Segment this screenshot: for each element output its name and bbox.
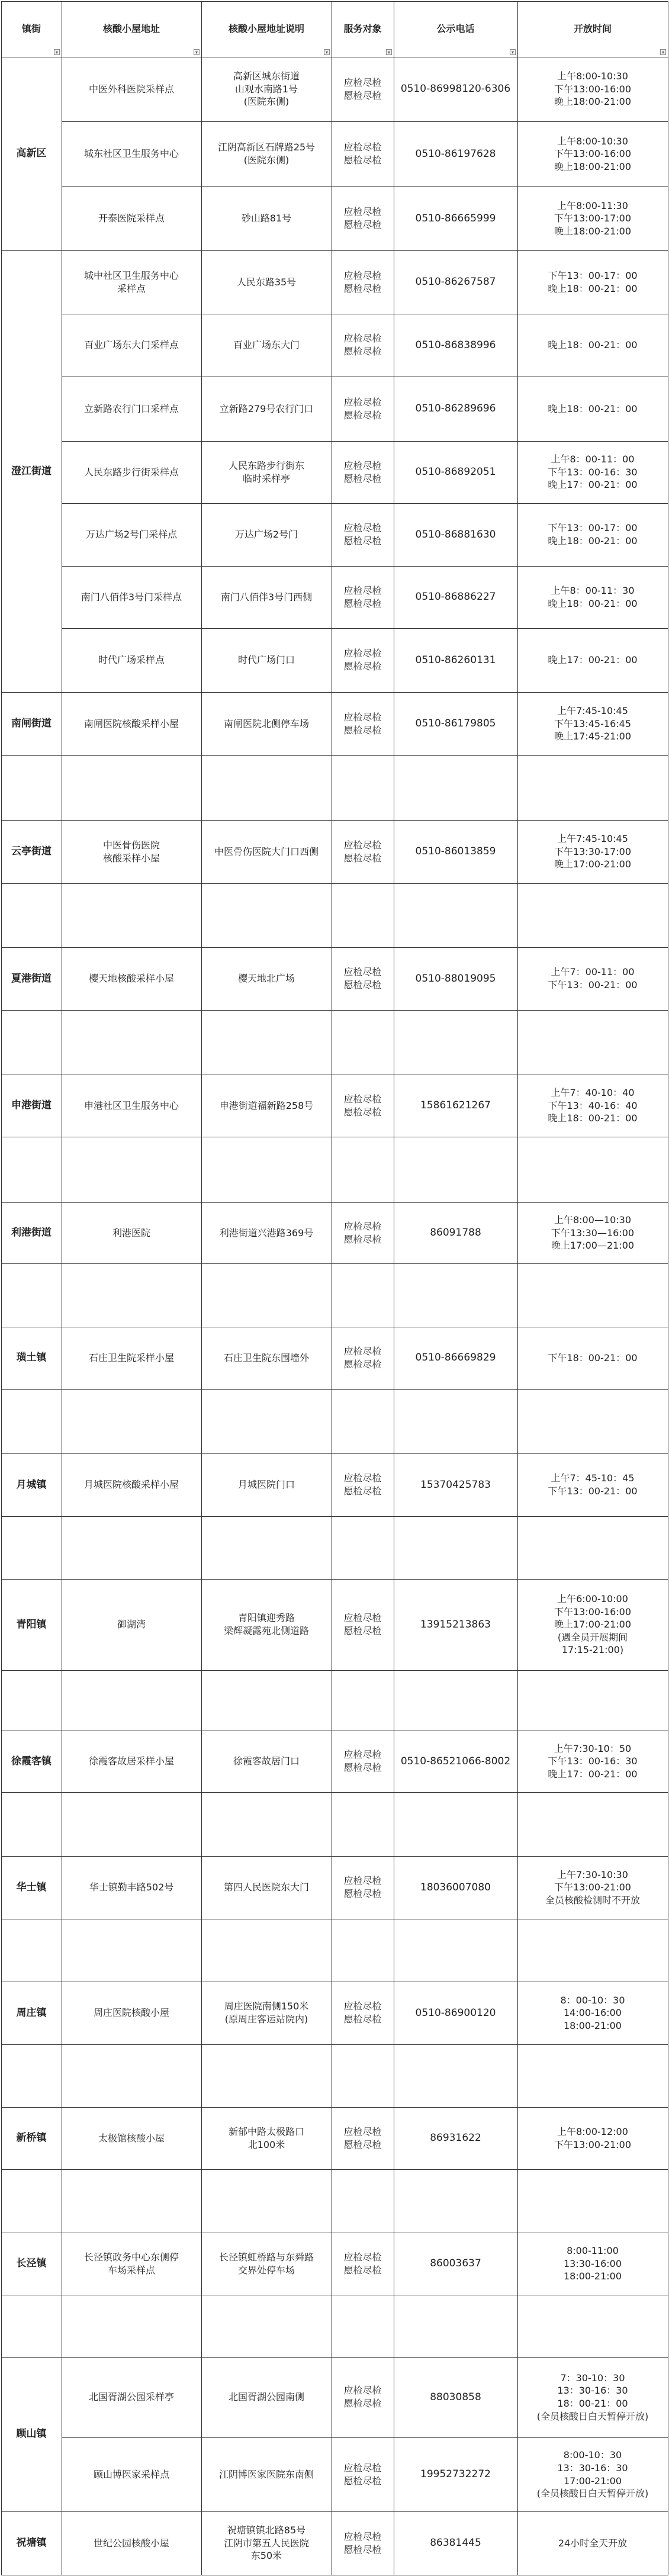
cell-address-note: [201, 1670, 332, 1731]
grid-line-horizontal: [1, 2511, 668, 2512]
cell-address: [62, 2044, 201, 2107]
cell-service: 应检尽检 愿检尽检: [343, 1093, 382, 1118]
cell-address: 利港医院: [112, 1227, 150, 1239]
cell-service: 应检尽检 愿检尽检: [343, 459, 382, 484]
cell-service: [332, 2169, 394, 2233]
grid-line-horizontal: [62, 186, 668, 187]
cell-town: 夏港街道: [11, 972, 52, 985]
cell-address: 开泰医院采样点: [98, 213, 165, 224]
cell-hours: 上午7:30-10：50 下午13：00-16：30 晚上17：00-21：00: [548, 1742, 638, 1780]
cell-phone: 0510-86197628: [415, 147, 496, 160]
cell-hours: 上午7:45-10:45 下午13:30-17:00 晚上17:00-21:00: [554, 833, 631, 870]
cell-address-note: 时代广场门口: [237, 654, 295, 666]
cell-town: 新桥镇: [16, 2132, 47, 2144]
cell-service: 应检尽检 愿检尽检: [343, 76, 382, 101]
grid-line-horizontal: [1, 2357, 668, 2358]
cell-service: [332, 1919, 394, 1982]
grid-line-horizontal: [1, 1202, 668, 1203]
cell-phone: 0510-86289696: [415, 403, 496, 415]
cell-address: 徐霞客故居采样小屋: [88, 1755, 174, 1767]
cell-service: [332, 755, 394, 820]
cell-hours: [517, 1389, 668, 1453]
cell-hours: 7：30-10：30 13：30-16：30 18：00-21：00 (全员核酸日白天暂停开放): [536, 2372, 649, 2422]
cell-address: 中医外科医院采样点: [88, 83, 174, 95]
cell-service: [332, 2295, 394, 2357]
cell-service: [332, 1010, 394, 1075]
cell-address-note: 利港街道兴港路369号: [219, 1227, 314, 1239]
cell-phone: 0510-86267587: [415, 276, 496, 288]
cell-town: 祝塘镇: [16, 2537, 47, 2549]
cell-address: 顾山博医家采样点: [93, 2468, 169, 2480]
cell-address: 申港社区卫生服务中心: [83, 1099, 179, 1111]
cell-hours: [517, 1792, 668, 1856]
grid-line-horizontal: [1, 1, 668, 2]
cell-phone: [394, 1263, 517, 1327]
cell-service: [332, 1137, 394, 1202]
cell-town: 周庄镇: [16, 2006, 47, 2019]
cell-phone: 88030858: [430, 2391, 481, 2403]
cell-phone: 0510-86838996: [415, 339, 496, 351]
cell-address: 周庄医院核酸小屋: [93, 2007, 169, 2019]
cell-address-note: 第四人民医院东大门: [223, 1882, 309, 1893]
cell-hours: [517, 1010, 668, 1075]
cell-hours: 上午7:30-10:30 下午13:00-21:00 全员核酸检测时不开放: [545, 1869, 640, 1906]
cell-address: 月城医院核酸采样小屋: [83, 1479, 179, 1491]
cell-town: 璜土镇: [16, 1352, 47, 1364]
grid-line-horizontal: [62, 121, 668, 122]
header-hours: 开放时间: [573, 23, 612, 35]
cell-hours: 上午7:45-10:45 下午13:45-16:45 晚上17:45-21:00: [554, 705, 631, 742]
filter-dropdown-icon[interactable]: ▾: [660, 49, 666, 55]
cell-service: 应检尽检 愿检尽检: [343, 1875, 382, 1899]
cell-address: [62, 1792, 201, 1856]
cell-address-note: 江阴高新区石牌路25号 (医院东侧): [217, 141, 316, 166]
grid-line-horizontal: [1, 1389, 668, 1390]
cell-address: [62, 2295, 201, 2357]
cell-hours: [517, 1919, 668, 1982]
cell-phone: 0510-88019095: [415, 972, 496, 985]
cell-address-note: [201, 2044, 332, 2107]
grid-line-horizontal: [1, 755, 668, 756]
cell-hours: 上午7：00-11：00 下午13：00-21：00: [548, 966, 638, 990]
cell-hours: 上午8:00-10:30 下午13:00-16:00 晚上18:00-21:00: [554, 70, 631, 108]
cell-service: 应检尽检 愿检尽检: [343, 2462, 382, 2487]
cell-hours: 晚上18：00-21：00: [548, 403, 638, 414]
grid-line-horizontal: [1, 2044, 668, 2045]
cell-address: 长泾镇政务中心东侧停 车场采样点: [83, 2251, 179, 2276]
cell-phone: 0510-86665999: [415, 212, 496, 224]
header-phone: 公示电话: [436, 23, 475, 35]
cell-address-note: 江阴博医家医院东南侧: [218, 2468, 314, 2480]
cell-hours: [517, 2295, 668, 2357]
cell-address-note: 北国胥湖公园南侧: [228, 2391, 304, 2403]
cell-service: 应检尽检 愿检尽检: [343, 396, 382, 421]
cell-address: [62, 883, 201, 947]
cell-phone: 0510-86892051: [415, 466, 496, 478]
filter-dropdown-icon[interactable]: ▾: [324, 49, 330, 55]
cell-address: 百业广场东大门采样点: [83, 339, 179, 351]
filter-dropdown-icon[interactable]: ▾: [194, 49, 200, 55]
cell-hours: 24小时全天开放: [558, 2537, 628, 2549]
cell-hours: 上午8:00-11:30 下午13:00-17:00 晚上18:00-21:00: [554, 200, 631, 237]
cell-address-note: 青阳镇迎秀路 梁辉凝露苑北侧道路: [223, 1612, 309, 1636]
cell-address-note: [201, 755, 332, 820]
cell-address-note: 长泾镇虹桥路与东舜路 交界处停车场: [218, 2251, 314, 2276]
cell-service: 应检尽检 愿检尽检: [343, 2125, 382, 2150]
grid-line-vertical: [201, 1, 202, 2575]
cell-phone: [394, 1010, 517, 1075]
cell-address-note: [201, 1010, 332, 1075]
cell-town: 澄江街道: [11, 465, 52, 477]
grid-line-horizontal: [62, 566, 668, 567]
cell-hours: [517, 1670, 668, 1731]
cell-phone: 0510-86521066-8002: [400, 1755, 511, 1767]
filter-dropdown-icon[interactable]: ▾: [386, 49, 392, 55]
cell-town: 云亭街道: [11, 845, 52, 858]
cell-service: 应检尽检 愿检尽检: [343, 1220, 382, 1245]
cell-address-note: 高新区城东街道 山观水南路1号 (医院东侧): [233, 70, 300, 108]
cell-service: 应检尽检 愿检尽检: [343, 1749, 382, 1773]
cell-phone: 15861621267: [420, 1099, 491, 1112]
cell-service: 应检尽检 愿检尽检: [343, 2001, 382, 2025]
cell-hours: 上午7：40-10：40 下午13：40-16：40 晚上18：00-21：00: [548, 1087, 638, 1124]
cell-town: 华士镇: [16, 1881, 47, 1893]
grid-line-horizontal: [1, 692, 668, 693]
cell-service: [332, 1263, 394, 1327]
cell-town: 顾山镇: [16, 2428, 47, 2440]
cell-hours: 8:00-10：30 13：30-16：30 17:00-21:00 (全员核酸日白天暂停开放): [536, 2449, 649, 2500]
cell-hours: 晚上18：00-21：00: [548, 339, 638, 351]
cell-service: 应检尽检 愿检尽检: [343, 839, 382, 864]
grid-line-horizontal: [1, 1010, 668, 1011]
cell-address: 世纪公园核酸小屋: [93, 2537, 169, 2549]
cell-hours: [517, 2169, 668, 2233]
cell-hours: [517, 1137, 668, 1202]
cell-service: [332, 1670, 394, 1731]
cell-hours: [517, 1263, 668, 1327]
cell-service: [332, 2044, 394, 2107]
cell-phone: [394, 1137, 517, 1202]
grid-line-horizontal: [62, 441, 668, 442]
cell-address: 御湖湾: [117, 1619, 146, 1630]
cell-address-note: 樱天地北广场: [237, 973, 295, 985]
cell-hours: [517, 755, 668, 820]
cell-service: [332, 1792, 394, 1856]
cell-address: 立新路农行门口采样点: [83, 403, 179, 414]
header-service: 服务对象: [343, 23, 382, 35]
cell-address: [62, 1670, 201, 1731]
cell-address: 石庄卫生院采样小屋: [88, 1352, 174, 1363]
header-address: 核酸小屋地址: [102, 23, 160, 35]
cell-hours: 上午6:00-10:00 下午13:00-16:00 晚上17:00-21:00 (遇全员开展期间 17:15-21:00): [554, 1593, 631, 1656]
grid-line-horizontal: [1, 947, 668, 948]
cell-address: [62, 1919, 201, 1982]
cell-phone: [394, 1919, 517, 1982]
cell-service: 应检尽检 愿检尽检: [343, 1612, 382, 1636]
cell-phone: 0510-86886227: [415, 591, 496, 603]
cell-phone: 0510-86900120: [415, 2006, 496, 2019]
cell-hours: 下午13：00-17：00 晚上18：00-21：00: [548, 522, 638, 546]
cell-address: 城中社区卫生服务中心 采样点: [83, 269, 179, 294]
cell-service: 应检尽检 愿检尽检: [343, 1345, 382, 1370]
cell-phone: [394, 2044, 517, 2107]
cell-service: 应检尽检 愿检尽检: [343, 206, 382, 230]
cell-service: 应检尽检 愿检尽检: [343, 2251, 382, 2276]
grid-line-vertical: [517, 1, 518, 2575]
cell-address: 华士镇勤丰路502号: [89, 1882, 174, 1893]
cell-town: 高新区: [16, 147, 47, 160]
cell-phone: 86091788: [430, 1227, 481, 1239]
cell-address-note: 砂山路81号: [241, 213, 292, 224]
cell-service: [332, 1516, 394, 1579]
cell-service: 应检尽检 愿检尽检: [343, 2530, 382, 2555]
cell-service: 应检尽检 愿检尽检: [343, 1472, 382, 1497]
grid-line-horizontal: [62, 2437, 668, 2438]
cell-phone: 86931622: [430, 2132, 481, 2144]
cell-address: 人民东路步行街采样点: [83, 466, 179, 478]
cell-address: 城东社区卫生服务中心: [83, 148, 179, 160]
grid-line-horizontal: [62, 628, 668, 629]
cell-address-note: 石庄卫生院东围墙外: [223, 1352, 309, 1363]
cell-address-note: [201, 2295, 332, 2357]
cell-address-note: 祝塘镇镇北路85号 江阴市第五人民医院 东50米: [223, 2524, 309, 2562]
cell-phone: 15370425783: [420, 1478, 491, 1491]
cell-phone: [394, 883, 517, 947]
cell-hours: 下午18：00-21：00: [548, 1352, 638, 1363]
cell-address: 中医骨伤医院 核酸采样小屋: [102, 839, 160, 864]
cell-address-note: 新郁中路太极路口 北100米: [228, 2125, 304, 2150]
cell-hours: [517, 883, 668, 947]
cell-service: 应检尽检 愿检尽检: [343, 141, 382, 166]
cell-hours: 8：00-10：30 14:00-16:00 18:00-21:00: [560, 1994, 625, 2031]
cell-hours: 8:00-11:00 13:30-16:00 18:00-21:00: [564, 2245, 622, 2282]
cell-address: 南门八佰伴3号门采样点: [81, 591, 182, 603]
cell-address: [62, 755, 201, 820]
cell-address: 北国胥湖公园采样亭: [88, 2391, 174, 2403]
cell-phone: [394, 1389, 517, 1453]
cell-town: 青阳镇: [16, 1618, 47, 1630]
grid-line-horizontal: [62, 503, 668, 504]
grid-line-vertical: [1, 1, 2, 2575]
grid-line-horizontal: [1, 820, 668, 821]
cell-address-note: 立新路279号农行门口: [219, 403, 314, 414]
cell-phone: [394, 755, 517, 820]
cell-address-note: 月城医院门口: [237, 1479, 295, 1491]
cell-address-note: 中医骨伤医院大门口西侧: [214, 845, 319, 857]
cell-address-note: [201, 1919, 332, 1982]
grid-line-horizontal: [1, 1792, 668, 1793]
grid-line-horizontal: [1, 883, 668, 884]
cell-service: 应检尽检 愿检尽检: [343, 584, 382, 609]
cell-phone: 0510-86179805: [415, 718, 496, 730]
cell-address: 南闸医院核酸采样小屋: [83, 718, 179, 729]
cell-service: [332, 1389, 394, 1453]
cell-phone: 13915213863: [420, 1618, 491, 1630]
cell-address-note: [201, 1137, 332, 1202]
cell-town: 利港街道: [11, 1227, 52, 1239]
grid-line-horizontal: [1, 1453, 668, 1454]
cell-address: [62, 1010, 201, 1075]
cell-service: 应检尽检 愿检尽检: [343, 522, 382, 546]
cell-phone: 0510-86013859: [415, 845, 496, 858]
cell-service: 应检尽检 愿检尽检: [343, 269, 382, 294]
cell-phone: 0510-86260131: [415, 654, 496, 666]
header-address-note: 核酸小屋地址说明: [228, 23, 304, 35]
cell-address: 樱天地核酸采样小屋: [88, 973, 174, 985]
cell-address-note: [201, 883, 332, 947]
cell-address: [62, 2169, 201, 2233]
cell-address-note: [201, 1263, 332, 1327]
cell-town: 申港街道: [11, 1099, 52, 1112]
cell-address-note: 周庄医院南侧150米 (原周庄客运站院内): [224, 2001, 309, 2025]
cell-hours: [517, 2044, 668, 2107]
cell-hours: 上午8：00-11：00 下午13：00-16：30 晚上17：00-21：00: [548, 454, 638, 491]
grid-line-horizontal: [1, 2169, 668, 2170]
cell-address: 太极馆核酸小屋: [98, 2132, 165, 2144]
cell-service: 应检尽检 愿检尽检: [343, 333, 382, 357]
cell-address-note: [201, 1516, 332, 1579]
cell-hours: 下午13：00-17：00 晚上18：00-21：00: [548, 269, 638, 294]
cell-address: 时代广场采样点: [98, 654, 165, 666]
cell-address-note: 百业广场东大门: [233, 339, 300, 351]
cell-service: 应检尽检 愿检尽检: [343, 2385, 382, 2409]
cell-town: 长泾镇: [16, 2257, 47, 2270]
cell-hours: 上午7：45-10：45 下午13：00-21：00: [548, 1472, 638, 1497]
cell-hours: 上午8：00-11：30 晚上18：00-21：00: [548, 584, 638, 609]
cell-phone: [394, 1792, 517, 1856]
cell-town: 月城镇: [16, 1478, 47, 1491]
grid-line-horizontal: [1, 2107, 668, 2108]
cell-address-note: 徐霞客故居门口: [233, 1755, 300, 1767]
cell-phone: 0510-86669829: [415, 1352, 496, 1364]
cell-hours: 上午8:00-12:00 下午13:00-21:00: [554, 2125, 631, 2150]
cell-phone: 86003637: [430, 2257, 481, 2270]
cell-hours: 上午8:00—10:30 下午13:30—16:00 晚上17:00—21:00: [551, 1214, 635, 1252]
cell-phone: [394, 1516, 517, 1579]
cell-address-note: 万达广场2号门: [234, 529, 298, 541]
cell-phone: 0510-86881630: [415, 528, 496, 541]
cell-address-note: [201, 2169, 332, 2233]
grid-line-horizontal: [1, 1856, 668, 1857]
header-town: 镇街: [21, 23, 41, 35]
cell-hours: [517, 1516, 668, 1579]
cell-address-note: 南闸医院北侧停车场: [223, 718, 309, 729]
cell-phone: 86381445: [430, 2537, 481, 2549]
cell-address-note: [201, 1389, 332, 1453]
cell-address: [62, 1516, 201, 1579]
cell-address-note: 人民东路步行街东 临时采样亭: [228, 459, 304, 484]
cell-service: 应检尽检 愿检尽检: [343, 711, 382, 736]
grid-line-horizontal: [1, 1263, 668, 1264]
grid-line-horizontal: [1, 1516, 668, 1517]
cell-town: 南闸街道: [11, 718, 52, 730]
cell-address: [62, 1263, 201, 1327]
filter-dropdown-icon[interactable]: ▾: [510, 49, 516, 55]
cell-town: 徐霞客镇: [11, 1755, 52, 1767]
cell-service: 应检尽检 愿检尽检: [343, 648, 382, 672]
grid-line-horizontal: [1, 250, 668, 251]
cell-address-note: 人民东路35号: [236, 276, 297, 288]
cell-address: [62, 1137, 201, 1202]
grid-line-horizontal: [1, 1670, 668, 1671]
cell-hours: 上午8:00-10:30 下午13:00-16:00 晚上18:00-21:00: [554, 135, 631, 172]
cell-service: [332, 883, 394, 947]
cell-phone: 19952732272: [420, 2468, 491, 2481]
filter-dropdown-icon[interactable]: ▾: [54, 49, 60, 55]
cell-phone: 0510-86998120-6306: [400, 83, 511, 95]
cell-phone: [394, 2295, 517, 2357]
cell-address-note: 申港街道福新路258号: [219, 1099, 314, 1111]
cell-address: [62, 1389, 201, 1453]
cell-service: 应检尽检 愿检尽检: [343, 966, 382, 990]
cell-phone: 18036007080: [420, 1881, 491, 1893]
cell-address-note: 南门八佰伴3号门西侧: [220, 591, 313, 603]
cell-phone: [394, 2169, 517, 2233]
cell-hours: 晚上17：00-21：00: [548, 654, 638, 666]
cell-address: 万达广场2号门采样点: [85, 529, 178, 541]
grid-line-horizontal: [1, 1579, 668, 1580]
cell-address-note: [201, 1792, 332, 1856]
cell-phone: [394, 1670, 517, 1731]
